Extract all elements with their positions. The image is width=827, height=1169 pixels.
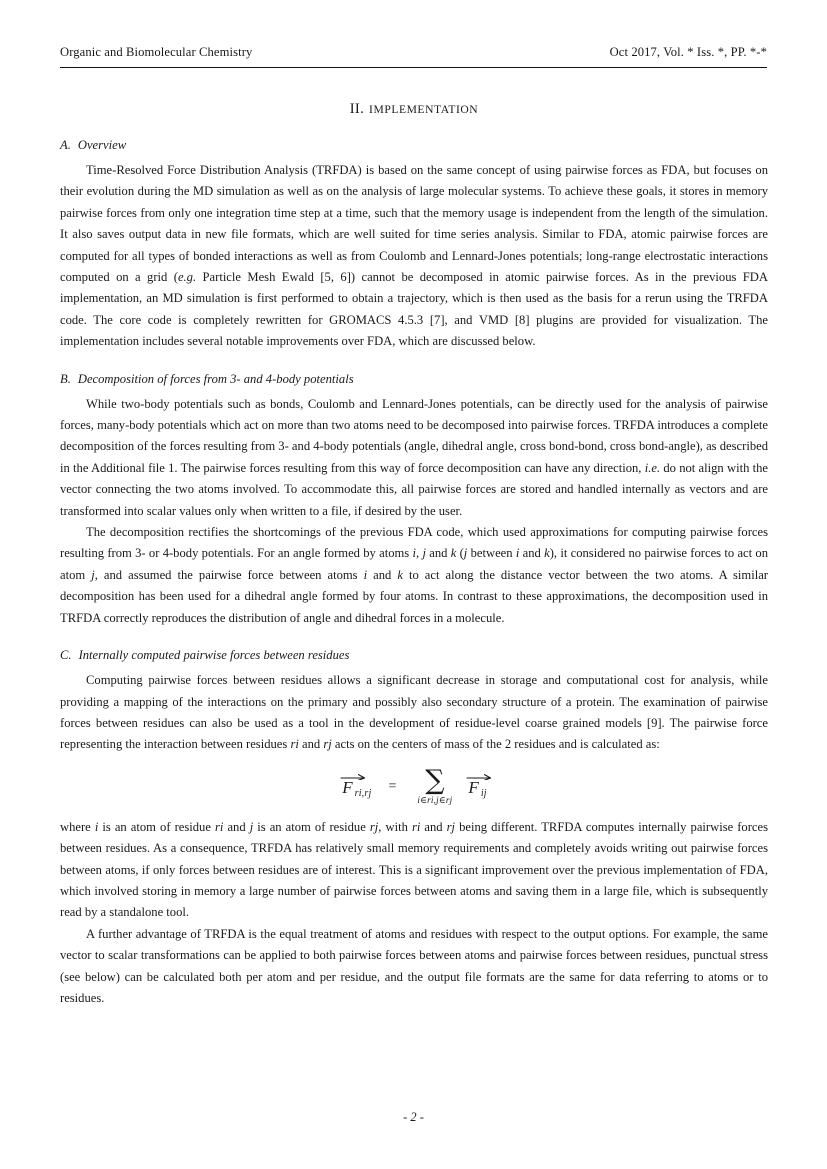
- summation-limits: i∈ri,j∈rj: [417, 794, 453, 805]
- math-variable: ri: [411, 819, 421, 834]
- page-footer: [60, 1110, 767, 1125]
- math-variable: i: [515, 546, 520, 561]
- section-title-text: IMPLEMENTATION: [369, 103, 479, 116]
- equation-lhs-symbol: F: [342, 777, 353, 797]
- equation-rhs-subscript: ij: [480, 787, 487, 799]
- math-variable: i: [363, 567, 368, 582]
- paragraph-residues-2: where i is an atom of residue ri and j is an atom of residue rj, with ri and rj being different. TRFDA computes internally pairwise forces between residues. As a consequence, TRFDA has relatively small memory requirements and completely avoids writing out pairwise forces between atoms, if only forces between residues are of interest. This is a significant improvement over the previous implementation of FDA, which involved storing in memory a large number of pairwise forces between atoms and saving them in a large file, which is subsequently read by a standalone tool.: [60, 819, 769, 920]
- math-variable: i: [412, 546, 416, 561]
- math-variable: j: [91, 567, 95, 582]
- vector-f-rhs: [467, 779, 479, 796]
- equation-lhs: [341, 777, 372, 799]
- paragraph-residues-3: A further advantage of TRFDA is the equal treatment of atoms and residues with respect to the output options. For example, the same vector to scalar transformations can be applied to both pairwise forces between atoms and pairwise forces between residues, punctual stress (see below) can be calculated both per atom and per residue, and the output file formats are the same for data referring to atoms or to residues.: [60, 926, 768, 1006]
- section-heading: [60, 100, 768, 119]
- math-variable: ri: [215, 819, 224, 834]
- running-head: [60, 45, 767, 69]
- math-variable: j: [249, 819, 254, 834]
- sigma-icon: ∑: [425, 764, 445, 796]
- equation-lhs-subscript: ri,rj: [354, 787, 372, 799]
- math-variable: j: [422, 546, 426, 561]
- math-variable: ri: [290, 737, 299, 752]
- equation-rhs-symbol: F: [468, 777, 479, 797]
- para-decomp-1-part2: do not align with the vector connecting the two atoms involved. To accommodate this, all pairwise forces are stored and handled internally as vectors and are transformed into scalar values only when written to a file, if desired by the user.: [60, 460, 769, 518]
- equation-rhs: [467, 777, 487, 799]
- math-variable: k: [397, 567, 403, 582]
- math-variable: j: [463, 546, 468, 561]
- paragraph-decomposition-2: The decomposition rectifies the shortcomings of the previous FDA code, which used approximations for computing pairwise forces resulting from 3- or 4-body potentials. For an angle formed by atoms i, j and k (j between i and k), it considered no pairwise forces to act on atom j, and assumed the pairwise force between atoms i and k to act along the distance vector between the two atoms. A similar decomposition has been used for a dihedral angle formed by four atoms. In contrast to these approximations, the decomposition used in TRFDA correctly reproduces the distribution of angle and dihedral forces in a molecule.: [60, 525, 769, 625]
- running-head-journal: Organic and Biomolecular Chemistry: [60, 45, 253, 59]
- paragraph-overview: Time-Resolved Force Distribution Analysis (TRFDA) is based on the same concept of using pairwise forces as FDA, but focuses on their evolution during the MD simulation as well as on the analysis of large molecular systems. To achieve these goals, it stores in memory pairwise forces from only one integration time step at a time, such that the memory usage is independent from the length of the simulation. It also saves output data in new file formats, which are well suited for time series analysis. Similar to FDA, atomic pairwise forces are computed for all types of bonded interactions as well as from Coulomb and Lennard-Jones potentials; long-range electrostatic interactions computed on a grid (e.g. Particle Mesh Ewald [5, 6]) cannot be decomposed in atomic pairwise forces. As in the previous FDA implementation, an MD simulation is first performed to obtain a trajectory, which is then used as the basis for a rerun using the TRFDA code. The core code is completely rewritten for GROMACS 4.5.3 [7], and VMD [8] plugins are provided for visualization. The implementation includes several notable improvements over FDA, which are discussed below.: [60, 162, 768, 349]
- body-column: [60, 92, 768, 1010]
- math-variable: k: [450, 546, 457, 561]
- subsection-letter-b: B.: [60, 371, 71, 386]
- subsection-title-c: Internally computed pairwise forces between residues: [78, 648, 350, 663]
- para-decomp-1-italic: i.e.: [644, 460, 661, 475]
- equation-content: [341, 764, 487, 805]
- paragraph-decomposition-1: [60, 394, 768, 522]
- paragraph-residues-1: Computing pairwise forces between residues allows a significant decrease in storage and computational cost for analysis, while providing a mapping of the interactions on the primary and possibly also secondary structure of a protein. The examination of pairwise forces between residues can also be used as a tool in the development of residue-level coarse grained models [9]. The pairwise force representing the interaction between residues ri and rj acts on the centers of mass of the 2 residues and is calculated as:: [60, 673, 768, 752]
- section-numeral: II.: [349, 101, 365, 117]
- math-variable: rj: [446, 819, 456, 834]
- math-variable: i: [94, 819, 99, 834]
- subsection-heading-b: [60, 371, 768, 388]
- running-head-issue: Oct 2017, Vol. * Iss. *, PP. *-*: [609, 45, 767, 59]
- para-decomp-1-part1: While two-body potentials such as bonds, Coulomb and Lennard-Jones potentials, can be directly used for the analysis of pairwise forces, many-body potentials which act on more than two atoms need to be decomposed into pairwise forces. TRFDA introduces a complete decomposition of the forces resulting from 3- and 4-body potentials (angle, dihedral angle, cross bond-bond, cross bond-angle), as described in the Additional file 1. The pairwise forces resulting from this way of force decomposition can have any direction,: [60, 396, 768, 475]
- math-variable: k: [544, 546, 550, 561]
- page-number: - 2 -: [403, 1110, 424, 1124]
- equation-relation: =: [388, 779, 397, 795]
- header-rule: [60, 67, 767, 68]
- vector-f-lhs: [341, 779, 353, 796]
- math-variable: rj: [369, 819, 379, 834]
- subsection-title-b: Decomposition of forces from 3- and 4-body potentials: [77, 371, 354, 386]
- summation: [417, 764, 453, 805]
- subsection-heading-c: [60, 647, 768, 664]
- subsection-heading-a: [60, 137, 768, 154]
- subsection-letter-a: A.: [60, 137, 71, 152]
- math-variable: rj: [323, 737, 332, 752]
- equation-pairwise-residue-force: [60, 764, 768, 805]
- math-variable: e.g.: [177, 270, 197, 284]
- subsection-letter-c: C.: [60, 648, 72, 663]
- subsection-title-a: Overview: [77, 137, 127, 152]
